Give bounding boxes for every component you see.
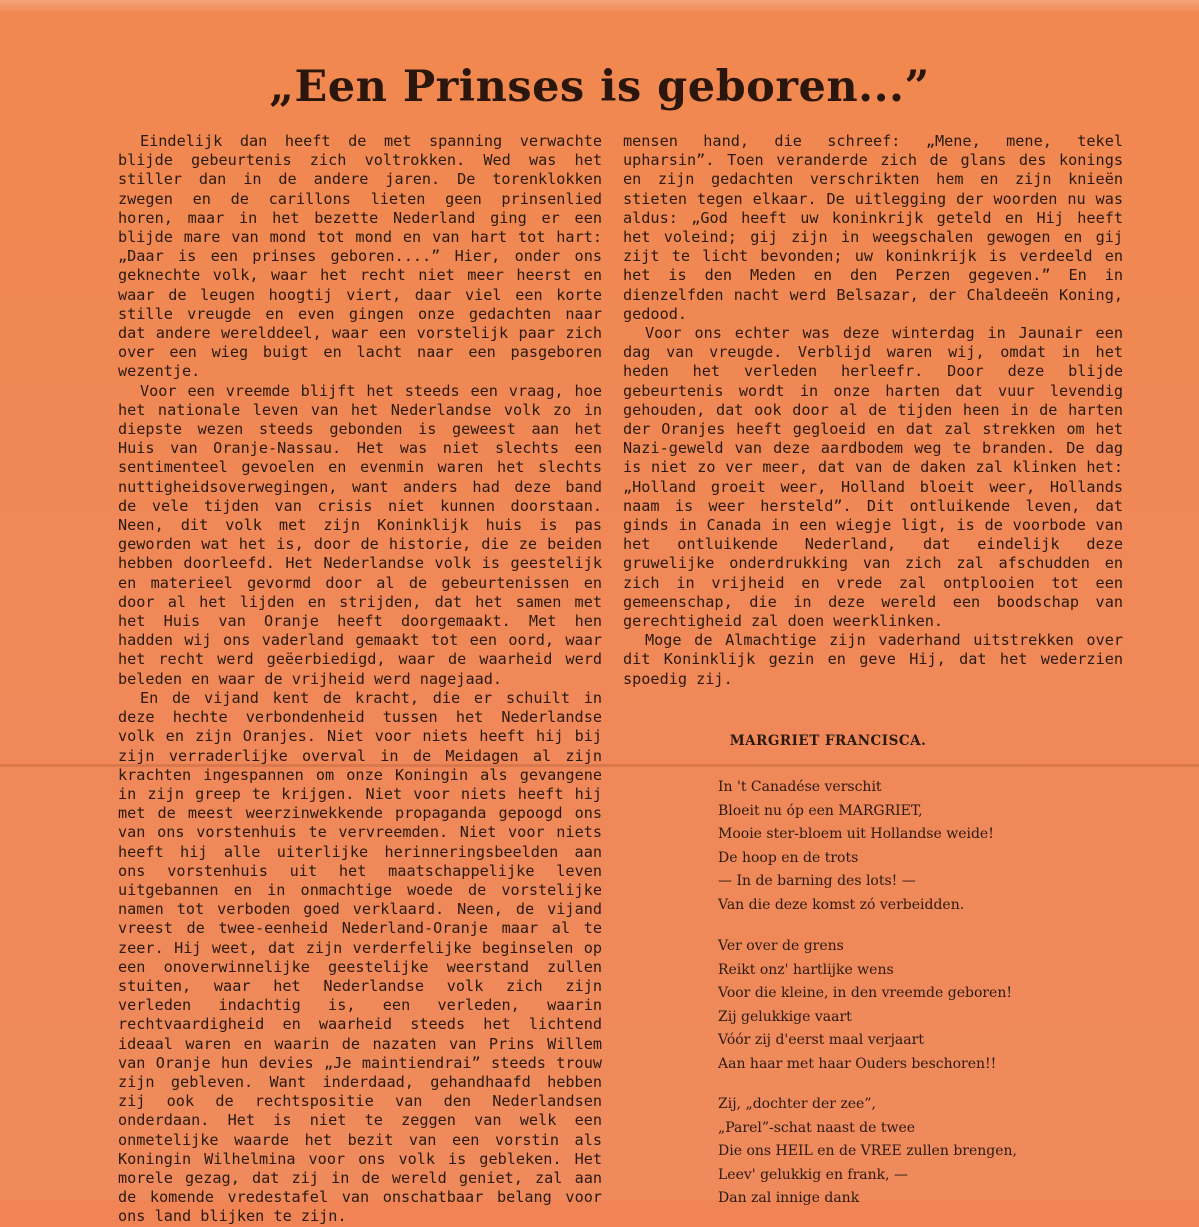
paragraph: Eindelijk dan heeft de met spanning verwachte blijde gebeurtenis zich voltrokken. Wed was het stiller dan in de andere jaren. De torenklokken zwegen en de carillons lieten geen prinsenlied horen, maar in het bezette Nederland ging er een blijde mare van mond tot mond en van hart tot hart: „Daar is een prinses geboren....” Hier, onder ons geknechte volk, waar het recht niet meer heerst en waar de leugen hoogtij viert, daar viel een korte stille vreugde en even gingen onze gedachten naar dat andere werelddeel, waar een vorstelijk paar zich over een wieg buigt en lacht naar een pasgeboren wezentje.	[118, 132, 602, 381]
poem-line: Dan zal innige dank	[718, 1190, 860, 1206]
paper-fold-line	[0, 764, 1199, 767]
poem-line: Vóór zij d'eerst maal verjaart	[718, 1032, 924, 1048]
paragraph: mensen hand, die schreef: „Mene, mene, tekel upharsin”. Toen veranderde zich de glans des konings en zijn gedachten verschrikten hem en zijn knieën stieten tegen elkaar. De uitlegging der woorden nu was aldus: „God heeft uw koninkrijk geteld en Hij heeft het voleind; gij zijn in weegschalen gewogen en gij zijt te licht bevonden; uw koninkrijk is verdeeld en het is den Meden en den Perzen gegeven.” En in dienzelfden nacht werd Belsazar, der Chaldeeën Koning, gedood.	[623, 132, 1123, 323]
poem-line: De hoop en de trots	[718, 849, 859, 866]
poem-line: Van die deze komst zó verbeidden.	[718, 896, 965, 913]
poem-line: Zij, „dochter der zee”,	[718, 1096, 876, 1112]
article-title: „Een Prinses is geboren...”	[269, 62, 930, 112]
paragraph: En de vijand kent de kracht, die er schuilt in deze hechte verbondenheid tussen het Nederlandse volk en zijn Oranjes. Niet voor niets heeft hij bij zijn verraderlijke overval in de Meidagen al zijn krachten ingespannen om onze Koningin als gevangene in zijn greep te krijgen. Niet voor niets heeft hij met de meest weerzinwekkende propaganda gepoogd ons van ons vorstenhuis te vervreemden. Niet voor niets heeft hij alle uiterlijke herinneringsbeelden aan ons vorstenhuis uit het maatschappelijke leven uitgebannen en in onmachtige woede de vorstelijke namen tot verboden goed verklaard. Neen, de vijand vreest de twee-eenheid Nederland-Oranje maar al te zeer. Hij weet, dat zijn verderfelijke beginselen op een onoverwinnelijke geestelijke weerstand zullen stuiten, waar het Nederlandse volk zich zijn verleden indachtig is, een verleden, waarin rechtvaardigheid en waarheid steeds het lichtend ideaal waren en waarin de nazaten van Prins Willem van Oranje hun devies „Je maintiendrai” steeds trouw zijn gebleven. Want inderdaad, gehandhaafd hebben zij ook de rechtspositie van den Nederlandsen onderdaan. Het is niet te zeggen van welk een onmetelijke waarde het bezit van een vorstin als Koningin Wilhelmina voor ons volk is gebleken. Het morele gezag, dat zij in de wereld geniet, zal aan de komende vredestafel van onschatbaar belang voor ons land blijken te zijn.	[118, 688, 602, 1226]
poem-line: Mooie ster-bloem uit Hollandse weide!	[718, 826, 994, 842]
poem-stanza	[718, 935, 1012, 1076]
paper-top-edge	[0, 0, 1199, 12]
poem-stanza	[718, 1093, 1017, 1211]
paragraph: Voor een vreemde blijft het steeds een vraag, hoe het nationale leven van het Nederlandse volk zo in diepste wezen steeds gebonden is geweest aan het Huis van Oranje-Nassau. Het was niet slechts een sentimenteel gevoelen en evenmin waren het slechts nuttigheidsoverwegingen, want anders had deze band de vele tijden van crisis niet kunnen doorstaan. Neen, dit volk met zijn Koninklijk huis is pas geworden wat het is, door de historie, die ze beiden hebben doorleefd. Het Nederlandse volk is geestelijk en materieel gevormd door al de gebeurtenissen en door al het lijden en strijden, dat het samen met het Huis van Oranje heeft doorgemaakt. Met hen hadden wij ons vaderland gemaakt tot een oord, waar het recht werd geëerbiedigd, waar de waarheid werd beleden en waar de vrijheid werd nagejaad.	[118, 381, 602, 688]
poem-line: — In de barning des lots! —	[718, 873, 916, 889]
paragraph: Moge de Almachtige zijn vaderhand uitstrekken over dit Koninklijk gezin en geve Hij, dat het wederzien spoedig zij.	[623, 631, 1123, 688]
poem-line: Leev' gelukkig en frank, —	[718, 1166, 909, 1183]
poem-title: MARGRIET FRANCISCA.	[729, 733, 927, 749]
poem-stanza	[718, 776, 994, 917]
poem-line: Aan haar met haar Ouders beschoren!!	[718, 1055, 997, 1072]
paragraph: Voor ons echter was deze winterdag in Jaunair een dag van vreugde. Verblijd waren wij, omdat in het heden het verleden herleefr. Door deze blijde gebeurtenis wordt in onze harten dat vuur levendig gehouden, dat ook door al de tijden heen in de harten der Oranjes heeft gegloeid en dat zal strekken om het Nazi-geweld van deze aardbodem weg te branden. De dag is niet zo ver meer, dat van de daken zal klinken het: „Holland groeit weer, Holland bloeit weer, Hollands naam is weer hersteld”. Dit ontluikende leven, dat ginds in Canada in een wiegje ligt, is de voorbode van het ontluikende Nederland, dat eindelijk deze gruwelijke onderdrukking van zich zal afschudden en zich in vrijheid en vrede zal ontplooien tot een gemeenschap, die in deze wereld een boodschap van gerechtigheid zal doen weerklinken.	[623, 324, 1123, 631]
poem-line: Zij gelukkige vaart	[718, 1008, 852, 1025]
poem-line: Ver over de grens	[718, 938, 844, 954]
poem-line: „Parel”-schat naast de twee	[718, 1119, 916, 1136]
poem-line: Voor die kleine, in den vreemde geboren!	[718, 985, 1012, 1001]
poem-line: In 't Canadése verschit	[718, 779, 882, 795]
right-column	[623, 132, 1123, 689]
poem-line: Reikt onz' hartlijke wens	[718, 961, 894, 978]
poem-line: Bloeit nu óp een MARGRIET,	[718, 802, 923, 819]
left-column	[118, 132, 602, 1227]
poem-line: Die ons HEIL en de VREE zullen brengen,	[718, 1143, 1017, 1159]
